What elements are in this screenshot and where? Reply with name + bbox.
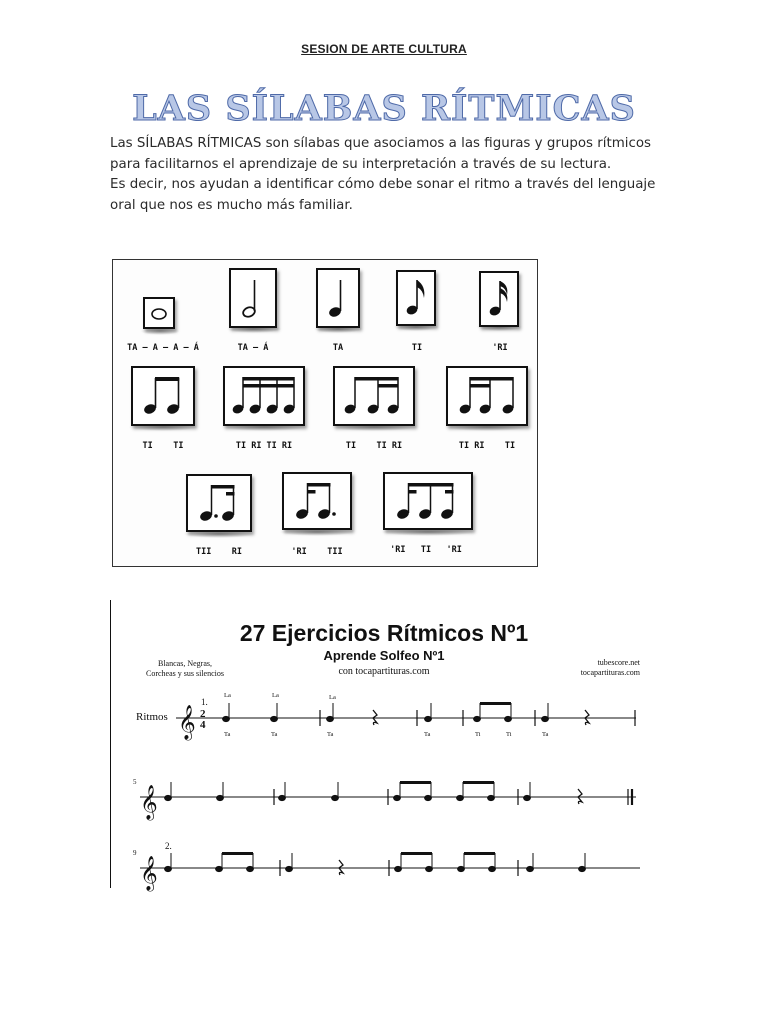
whole-note-icon [145, 299, 173, 327]
syllable-redonda: TA – A – A – Á [127, 343, 199, 353]
time-signature-top: 2 [200, 708, 206, 720]
syllable-dos-semis-corchea: TI RI TI [458, 441, 516, 451]
sixteenth-note-icon [481, 273, 517, 325]
sixteenth-eighth-sixteenth-icon [385, 474, 471, 528]
sheet-right-line-1: tubescore.net [597, 658, 640, 667]
dotted-eighth-sixteenth-icon [188, 476, 250, 530]
syllable-cuatro-semicorcheas: TI RI TI RI [235, 441, 293, 451]
sheet-subtitle: Aprende Solfeo Nº1 [323, 648, 445, 663]
half-note-card [229, 268, 277, 328]
quarter-note-card [316, 268, 360, 328]
syllable-semi-corchea-semi: 'RI TI 'RI [390, 545, 462, 555]
page-title: LAS SÍLABAS RÍTMICAS [132, 88, 636, 129]
lyric-ta-2: Ta [271, 731, 278, 738]
syllable-corchea-puntillo-semi: TII RI [195, 547, 243, 557]
exercise-2-number: 2. [165, 841, 172, 851]
sheet-right-caption [560, 658, 640, 678]
intro-paragraph-2: Es decir, nos ayudan a identificar cómo debe sonar el ritmo a través del lenguaje oral que nos es mucho más familiar. [110, 177, 656, 213]
syllable-negra: TA [332, 343, 344, 353]
sheet-left-caption [130, 659, 240, 679]
sheet-right-line-2: tocapartituras.com [580, 668, 640, 677]
dotted-eighth-sixteenth-card [186, 474, 252, 532]
syllable-semi-corchea-puntillo: 'RI TII [291, 547, 343, 557]
sheet-left-line-1: Blancas, Negras, [158, 659, 212, 668]
exercise-1-number: 1. [201, 697, 208, 707]
time-signature-bottom: 4 [200, 719, 206, 731]
lyric-ta-5: Ta [542, 731, 549, 738]
lyric-ti-1: Ti [475, 731, 481, 738]
eighth-two-sixteenths-icon [335, 368, 413, 424]
staff-label: Ritmos [136, 711, 168, 723]
sheet-title: 27 Ejercicios Rítmicos Nº1 [239, 620, 529, 646]
svg-text:𝄞: 𝄞 [140, 856, 158, 891]
syllable-semicorchea: 'RI [492, 343, 508, 353]
lyric-ti-2: Ti [506, 731, 512, 738]
svg-text:𝄞: 𝄞 [140, 785, 158, 820]
page-header: SESION DE ARTE CULTURA [301, 42, 467, 56]
lyric-ta-4: Ta [424, 731, 431, 738]
syllable-corchea-dos-semis: TI TI RI [345, 441, 403, 451]
sheet-left-line-2: Corcheas y sus silencios [146, 669, 224, 678]
intro-text [110, 134, 670, 216]
lyric-la-2: La [272, 692, 279, 699]
half-note-icon [231, 270, 275, 326]
four-sixteenths-card [223, 366, 305, 426]
lyric-ta-3: Ta [327, 731, 334, 738]
measure-5-number: 5 [133, 778, 137, 786]
measure-9-number: 9 [133, 849, 137, 857]
intro-paragraph-1: Las SÍLABAS RÍTMICAS son sílabas que asociamos a las figuras y grupos rítmicos para facilitarnos el aprendizaje de su interpretación a través de su lectura. [110, 136, 652, 172]
eighth-note-icon [398, 272, 434, 324]
sixteenth-dotted-eighth-card [282, 472, 352, 530]
syllable-blanca: TA – Á [237, 343, 269, 353]
whole-note-card [143, 297, 175, 329]
lyric-ta-1: Ta [224, 731, 231, 738]
eighth-two-sixteenths-card [333, 366, 415, 426]
four-sixteenths-icon [225, 368, 303, 424]
two-sixteenths-eighth-card [446, 366, 528, 426]
sheet-site: con tocapartituras.com [338, 666, 430, 677]
sixteenth-note-card [479, 271, 519, 327]
svg-text:𝄞: 𝄞 [178, 705, 196, 740]
two-eighths-card [131, 366, 195, 426]
lyric-la-1: La [224, 692, 231, 699]
sixteenth-dotted-eighth-icon [284, 474, 350, 528]
two-sixteenths-eighth-icon [448, 368, 526, 424]
sixteenth-eighth-sixteenth-card [383, 472, 473, 530]
lyric-la-3: La [329, 694, 336, 701]
eighth-note-card [396, 270, 436, 326]
syllable-dos-corcheas: TI TI [142, 441, 184, 451]
syllable-corchea: TI [411, 343, 423, 353]
quarter-note-icon [318, 270, 358, 326]
two-eighths-icon [133, 368, 193, 424]
